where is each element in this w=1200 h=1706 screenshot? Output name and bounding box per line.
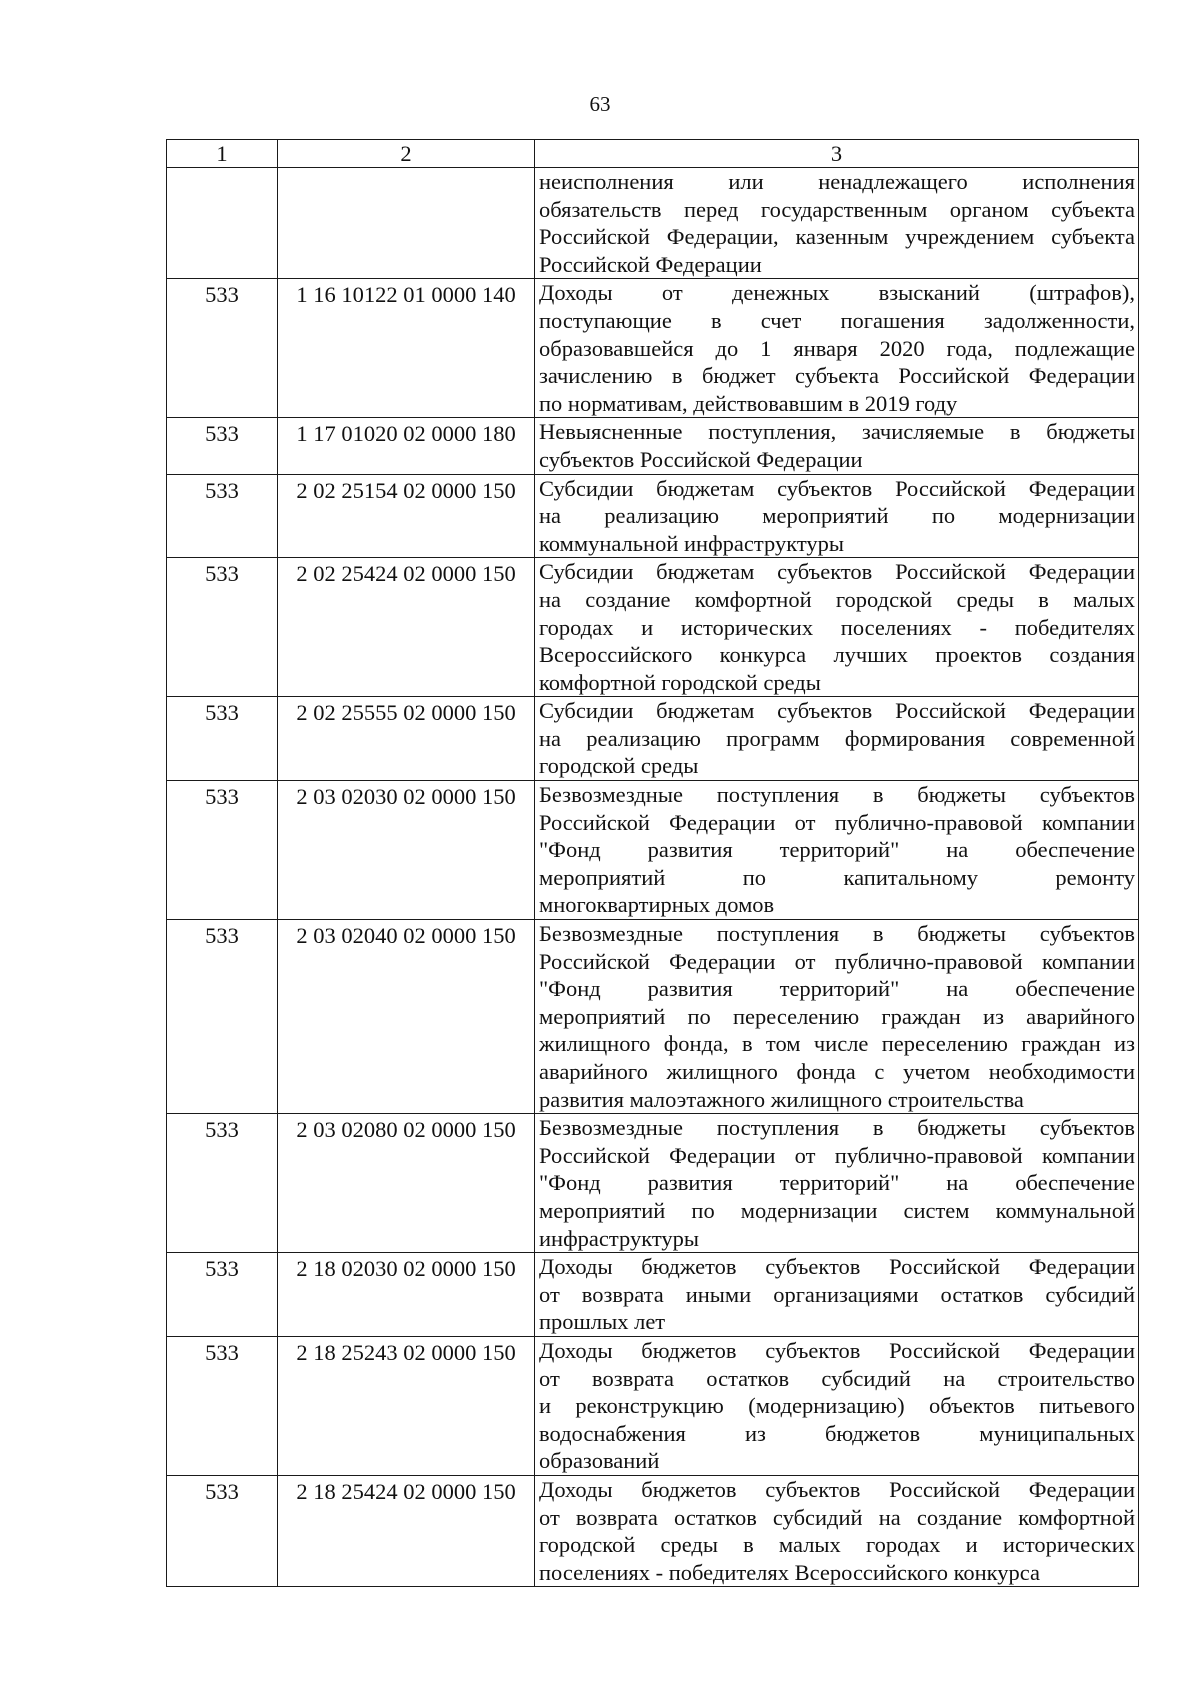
- description-line: Российской Федерации от публично-правовой компании: [539, 809, 1135, 835]
- description-line: городской среды в малых городах и исторических: [539, 1532, 1135, 1558]
- description-line: Безвозмездные поступления в бюджеты субъектов: [539, 782, 1135, 808]
- budget-classification-code-cell: 2 03 02030 02 0000 150: [278, 781, 535, 920]
- page-number: 63: [589, 92, 611, 116]
- description-line: и реконструкцию (модернизацию) объектов питьевого: [539, 1393, 1135, 1419]
- table-row: [167, 418, 1139, 474]
- description-line: Невыясненные поступления, зачисляемые в бюджеты: [539, 419, 1135, 445]
- admin-code-cell: 533: [167, 1253, 278, 1337]
- description-line: Субсидии бюджетам субъектов Российской Федерации: [539, 559, 1135, 585]
- description-line: образований: [539, 1448, 660, 1474]
- description-line: Доходы бюджетов субъектов Российской Федерации: [539, 1337, 1135, 1363]
- budget-classification-code-cell: 2 02 25154 02 0000 150: [278, 474, 535, 558]
- description-line: мероприятий по переселению граждан из аварийного: [539, 1003, 1135, 1029]
- description-line: Российской Федерации, казенным учреждением субъекта: [539, 224, 1135, 250]
- budget-classification-code-cell: 2 02 25555 02 0000 150: [278, 697, 535, 781]
- description-line: от возврата остатков субсидий на создание комфортной: [539, 1504, 1135, 1530]
- table-row: [167, 279, 1139, 418]
- table-body: [167, 168, 1139, 1587]
- admin-code-cell: 533: [167, 279, 278, 418]
- table-row: [167, 1114, 1139, 1253]
- admin-code-cell: 533: [167, 474, 278, 558]
- description-line: Российской Федерации от публично-правовой компании: [539, 948, 1135, 974]
- description-line: Субсидии бюджетам субъектов Российской Федерации: [539, 698, 1135, 724]
- table-row: [167, 920, 1139, 1114]
- header-row: [167, 140, 1139, 168]
- description-line: Доходы от денежных взысканий (штрафов),: [539, 280, 1135, 306]
- income-description-cell: [535, 418, 1139, 474]
- description-line: прошлых лет: [539, 1309, 666, 1335]
- description-line: на реализацию программ формирования современной: [539, 725, 1135, 751]
- column-header-1: 1: [167, 140, 278, 168]
- description-line: обязательств перед государственным органом субъекта: [539, 196, 1135, 222]
- description-line: Всероссийского конкурса лучших проектов создания: [539, 642, 1135, 668]
- description-line: Безвозмездные поступления в бюджеты субъектов: [539, 1115, 1135, 1141]
- description-line: Российской Федерации от публично-правовой компании: [539, 1142, 1135, 1168]
- income-description-cell: [535, 697, 1139, 781]
- column-header-2: 2: [278, 140, 535, 168]
- table-row: [167, 697, 1139, 781]
- description-line: развития малоэтажного жилищного строительства: [539, 1086, 1024, 1112]
- description-line: образовавшейся до 1 января 2020 года, подлежащие: [539, 335, 1135, 361]
- table-row: [167, 781, 1139, 920]
- column-header-3: 3: [535, 140, 1139, 168]
- income-description-cell: [535, 781, 1139, 920]
- description-line: "Фонд развития территорий" на обеспечение: [539, 976, 1135, 1002]
- budget-classification-code-cell: 2 18 02030 02 0000 150: [278, 1253, 535, 1337]
- description-line: поселениях - победителях Всероссийского конкурса: [539, 1559, 1041, 1585]
- admin-code-cell: 533: [167, 1114, 278, 1253]
- table-row: [167, 1475, 1139, 1586]
- budget-classification-code-cell: 2 03 02080 02 0000 150: [278, 1114, 535, 1253]
- admin-code-cell: 533: [167, 697, 278, 781]
- description-line: жилищного фонда, в том числе переселению граждан из: [539, 1031, 1135, 1057]
- income-description-cell: [535, 279, 1139, 418]
- description-line: неисполнения или ненадлежащего исполнения: [539, 169, 1135, 194]
- budget-classification-code-cell: [278, 168, 535, 279]
- description-line: водоснабжения из бюджетов муниципальных: [539, 1420, 1135, 1446]
- table-row: [167, 1336, 1139, 1475]
- income-description-cell: [535, 1475, 1139, 1586]
- description-line: инфраструктуры: [539, 1225, 699, 1251]
- income-description-cell: [535, 1114, 1139, 1253]
- table-row: [167, 1253, 1139, 1337]
- table-row: [167, 474, 1139, 558]
- description-line: на создание комфортной городской среды в малых: [539, 586, 1135, 612]
- budget-classification-code-cell: 2 03 02040 02 0000 150: [278, 920, 535, 1114]
- description-line: мероприятий по модернизации систем коммунальной: [539, 1197, 1135, 1223]
- description-line: зачислению в бюджет субъекта Российской Федерации: [539, 363, 1135, 389]
- admin-code-cell: 533: [167, 418, 278, 474]
- description-line: по нормативам, действовавшим в 2019 году: [539, 390, 958, 416]
- table-row: [167, 168, 1139, 279]
- description-line: комфортной городской среды: [539, 669, 821, 695]
- budget-classification-code-cell: 2 18 25424 02 0000 150: [278, 1475, 535, 1586]
- description-line: "Фонд развития территорий" на обеспечение: [539, 837, 1135, 863]
- admin-code-cell: 533: [167, 1336, 278, 1475]
- table-row: [167, 558, 1139, 697]
- budget-classification-code-cell: 1 17 01020 02 0000 180: [278, 418, 535, 474]
- income-description-cell: [535, 474, 1139, 558]
- description-line: от возврата остатков субсидий на строительство: [539, 1365, 1135, 1391]
- description-line: Безвозмездные поступления в бюджеты субъектов: [539, 921, 1135, 947]
- description-line: "Фонд развития территорий" на обеспечение: [539, 1170, 1135, 1196]
- admin-code-cell: 533: [167, 558, 278, 697]
- description-line: аварийного жилищного фонда с учетом необходимости: [539, 1059, 1135, 1084]
- income-description-cell: [535, 168, 1139, 279]
- budget-classification-code-cell: 2 18 25243 02 0000 150: [278, 1336, 535, 1475]
- description-line: Доходы бюджетов субъектов Российской Федерации: [539, 1476, 1135, 1502]
- income-description-cell: [535, 1253, 1139, 1337]
- description-line: поступающие в счет погашения задолженности,: [539, 307, 1135, 333]
- admin-code-cell: 533: [167, 781, 278, 920]
- budget-classification-code-cell: 2 02 25424 02 0000 150: [278, 558, 535, 697]
- description-line: на реализацию мероприятий по модернизации: [539, 503, 1135, 529]
- description-line: от возврата иными организациями остатков субсидий: [539, 1281, 1135, 1307]
- income-description-cell: [535, 558, 1139, 697]
- description-line: Российской Федерации: [539, 251, 762, 277]
- description-line: городской среды: [539, 753, 699, 779]
- income-description-cell: [535, 1336, 1139, 1475]
- admin-code-cell: 533: [167, 920, 278, 1114]
- income-description-cell: [535, 920, 1139, 1114]
- description-line: субъектов Российской Федерации: [539, 446, 863, 472]
- description-line: коммунальной инфраструктуры: [539, 530, 844, 556]
- description-line: городах и исторических поселениях - победителях: [539, 614, 1135, 640]
- budget-codes-table: [166, 139, 1139, 1587]
- description-line: многоквартирных домов: [539, 892, 775, 918]
- description-line: Субсидии бюджетам субъектов Российской Федерации: [539, 475, 1135, 501]
- budget-classification-code-cell: 1 16 10122 01 0000 140: [278, 279, 535, 418]
- description-line: мероприятий по капитальному ремонту: [539, 864, 1135, 890]
- admin-code-cell: [167, 168, 278, 279]
- table-header: [167, 140, 1139, 168]
- admin-code-cell: 533: [167, 1475, 278, 1586]
- description-line: Доходы бюджетов субъектов Российской Федерации: [539, 1254, 1135, 1280]
